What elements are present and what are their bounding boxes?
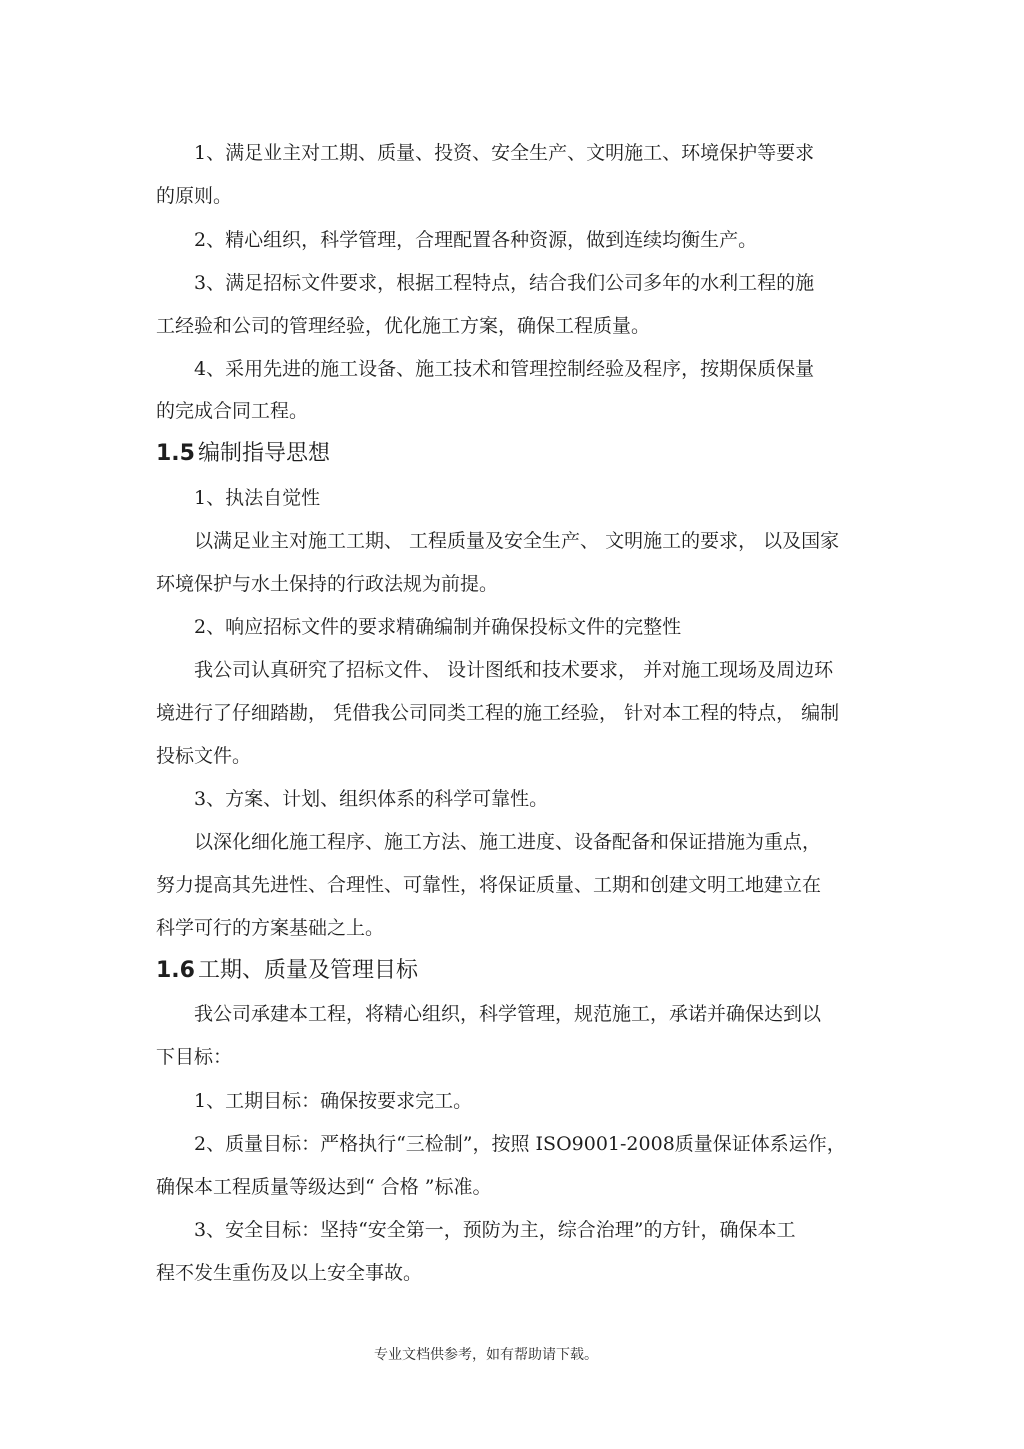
page-footer: 专业文档供参考，如有帮助请下载。 [374,1347,598,1363]
paragraph-line: 科学可行的方案基础之上。 [156,917,385,939]
section-title: 编制指导思想 [197,441,330,466]
section-heading-1-5 [156,440,330,468]
section-heading-1-6 [156,957,418,985]
paragraph-line: 努力提高其先进性、合理性、可靠性，将保证质量、工期和创建文明工地建立在 [156,874,822,896]
paragraph-line: 3、安全目标：坚持“安全第一，预防为主，综合治理”的方针，确保本工 [194,1219,796,1241]
paragraph-line: 2、响应招标文件的要求精确编制并确保投标文件的完整性 [194,616,682,638]
section-title: 工期、质量及管理目标 [197,958,418,983]
paragraph-line: 3、满足招标文件要求，根据工程特点，结合我们公司多年的水利工程的施 [194,272,815,294]
paragraph-line: 1、执法自觉性 [194,487,321,509]
section-number: 1.6 [156,958,195,983]
paragraph-line: 4、采用先进的施工设备、施工技术和管理控制经验及程序，按期保质保量 [194,358,815,380]
paragraph-line: 程不发生重伤及以上安全事故。 [156,1262,423,1284]
paragraph-line: 我公司认真研究了招标文件、 设计图纸和技术要求， 并对施工现场及周边环 [194,659,834,681]
paragraph-line: 我公司承建本工程，将精心组织，科学管理，规范施工，承诺并确保达到以 [194,1003,822,1025]
paragraph-line: 境进行了仔细踏勘， 凭借我公司同类工程的施工经验， 针对本工程的特点， 编制 [156,702,840,724]
paragraph-line: 2、精心组织，科学管理，合理配置各种资源，做到连续均衡生产。 [194,229,758,251]
paragraph-line: 以满足业主对施工工期、 工程质量及安全生产、 文明施工的要求， 以及国家 [194,530,840,552]
paragraph-line: 确保本工程质量等级达到“ 合格 ”标准。 [156,1176,492,1198]
paragraph-line: 1、工期目标：确保按要求完工。 [194,1090,473,1112]
paragraph-line: 的完成合同工程。 [156,400,309,422]
paragraph-line: 以深化细化施工程序、施工方法、施工进度、设备配备和保证措施为重点， [194,831,822,853]
paragraph-line: 3、方案、计划、组织体系的科学可靠性。 [194,788,549,810]
paragraph-line: 工经验和公司的管理经验，优化施工方案，确保工程质量。 [156,315,651,337]
section-number: 1.5 [156,441,195,466]
paragraph-line: 环境保护与水土保持的行政法规为前提。 [156,573,499,595]
paragraph-line: 投标文件。 [156,745,252,767]
paragraph-line: 2、质量目标：严格执行“三检制”，按照 ISO9001-2008质量保证体系运作， [194,1133,846,1155]
paragraph-line: 的原则。 [156,185,233,207]
paragraph-line: 下目标： [156,1046,233,1068]
paragraph-line: 1、满足业主对工期、质量、投资、安全生产、文明施工、环境保护等要求 [194,142,815,164]
